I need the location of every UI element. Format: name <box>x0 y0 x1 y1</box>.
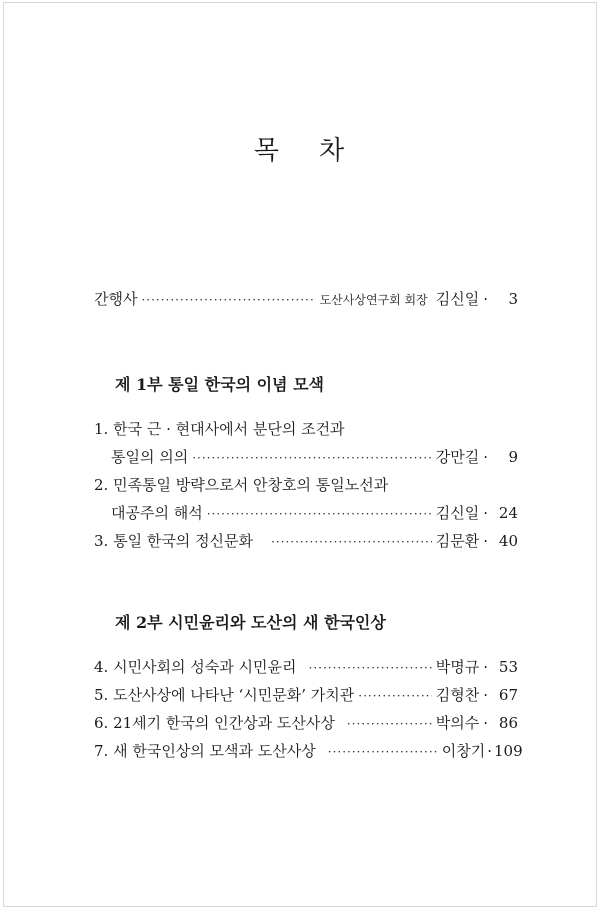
separator-dot: · <box>487 742 492 760</box>
entry-author: 이창기 <box>441 742 486 760</box>
entry-author: 박명규 <box>435 658 480 676</box>
entry-page: 109 <box>494 742 523 760</box>
entry-title: 6. 21세기 한국의 인간상과 도산사상 <box>94 714 335 732</box>
dot-leader <box>141 293 315 307</box>
entry-author: 김문환 <box>435 532 480 550</box>
toc-entry-2-title[interactable]: 2. 민족통일 방략으로서 안창호의 통일노선과 <box>94 476 389 494</box>
title-right: 차 <box>319 136 347 166</box>
entry-title: 대공주의 해석 <box>111 504 203 522</box>
separator-dot: · <box>483 532 488 550</box>
entry-page: 24 <box>498 504 518 522</box>
entry-page: 53 <box>498 658 518 676</box>
entry-title: 4. 시민사회의 성숙과 시민윤리 <box>94 658 297 676</box>
section-heading-1: 제 1부 통일 한국의 이념 모색 <box>115 375 325 394</box>
entry-author: 박의수 <box>435 714 480 732</box>
entry-title: 7. 새 한국인상의 모색과 도산사상 <box>94 742 316 760</box>
dot-leader <box>207 507 432 521</box>
toc-entry-7[interactable] <box>94 740 523 764</box>
entry-title: 5. 도산사상에 나타난 ‘시민문화’ 가치관 <box>94 686 355 704</box>
separator-dot: · <box>483 504 488 522</box>
entry-author: 강만길 <box>435 448 480 466</box>
separator-dot: · <box>483 290 488 308</box>
entry-title: 3. 통일 한국의 정신문화 <box>94 532 254 550</box>
foreword-page: 3 <box>508 290 518 308</box>
separator-dot: · <box>483 686 488 704</box>
entry-page: 67 <box>498 686 518 704</box>
foreword-label: 간행사 <box>94 290 138 308</box>
toc-entry-3[interactable] <box>94 530 518 554</box>
entry-page: 86 <box>498 714 518 732</box>
toc-foreword[interactable] <box>94 288 518 312</box>
toc-entry-1-title[interactable]: 1. 한국 근 · 현대사에서 분단의 조건과 <box>94 420 345 438</box>
foreword-author: 김신일 <box>435 290 480 308</box>
dot-leader <box>309 661 432 675</box>
page-title <box>0 130 600 167</box>
dot-leader <box>328 745 438 759</box>
entry-author: 김형찬 <box>435 686 480 704</box>
dot-leader <box>271 535 432 549</box>
toc-entry-5[interactable] <box>94 684 518 708</box>
toc-entry-1[interactable] <box>111 446 518 470</box>
toc-entry-6[interactable] <box>94 712 518 736</box>
toc-entry-2[interactable] <box>111 502 518 526</box>
separator-dot: · <box>483 658 488 676</box>
entry-title: 통일의 의의 <box>111 448 189 466</box>
section-heading-2: 제 2부 시민윤리와 도산의 새 한국인상 <box>115 613 386 632</box>
entry-page: 40 <box>498 532 518 550</box>
dot-leader <box>192 451 432 465</box>
entry-page: 9 <box>508 448 518 466</box>
title-left: 목 <box>253 136 281 166</box>
toc-entry-4[interactable] <box>94 656 518 680</box>
separator-dot: · <box>483 448 488 466</box>
separator-dot: · <box>483 714 488 732</box>
foreword-role: 도산사상연구회 회장 <box>319 293 428 307</box>
entry-author: 김신일 <box>435 504 480 522</box>
dot-leader <box>347 717 432 731</box>
dot-leader <box>358 689 431 703</box>
